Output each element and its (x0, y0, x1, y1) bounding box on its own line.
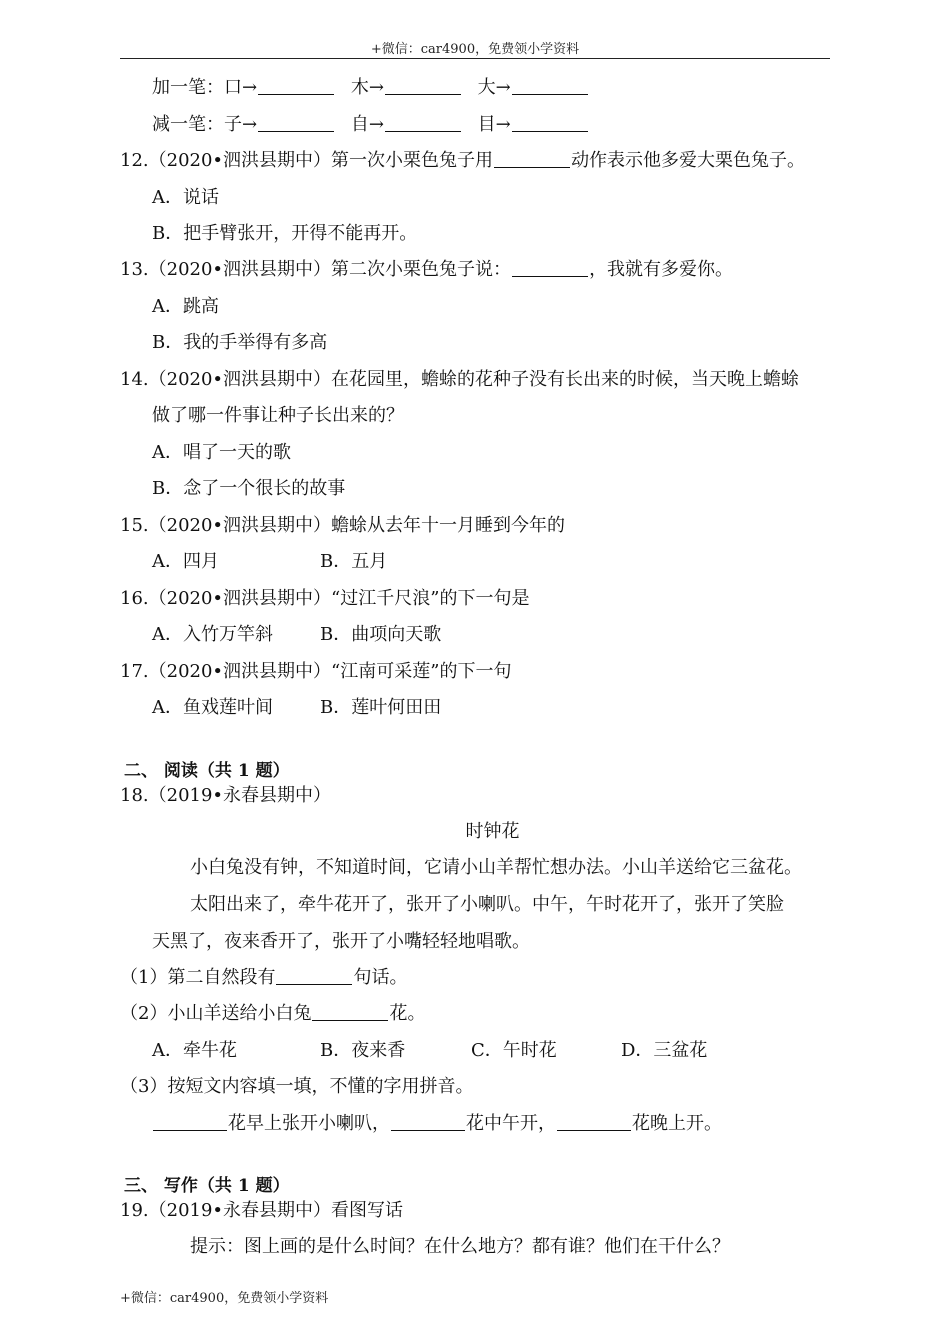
answer-blank[interactable] (512, 258, 588, 277)
option-a[interactable]: A．牵牛花 (152, 1040, 237, 1061)
answer-blank[interactable] (153, 1112, 227, 1131)
question-text: 句话。 (353, 967, 408, 988)
header-divider (120, 58, 830, 59)
answer-blank[interactable] (258, 76, 334, 95)
passage-paragraph: 太阳出来了，牵牛花开了，张开了小喇叭。中午，午时花开了，张开了笑脸 (190, 894, 784, 915)
option-b[interactable]: B．五月 (320, 551, 388, 572)
page-header: +微信：car4900，免费领小学资料 (370, 42, 580, 57)
answer-blank[interactable] (385, 76, 461, 95)
answer-blank[interactable] (258, 113, 334, 132)
sub-question-1 (120, 966, 407, 990)
question-text: 花。 (389, 1003, 426, 1024)
option-d[interactable]: D．三盆花 (621, 1040, 708, 1061)
sub-question-2 (120, 1002, 425, 1026)
option-a[interactable]: A．入竹万竿斜 (152, 624, 273, 645)
stroke-item: 口→ (224, 77, 258, 98)
passage-paragraph: 小白兔没有钟，不知道时间，它请小山羊帮忙想办法。小山羊送给它三盆花。 (190, 857, 802, 878)
option-a[interactable]: A．跳高 (152, 296, 219, 317)
option-a[interactable]: A．鱼戏莲叶间 (152, 697, 273, 718)
option-b[interactable]: B．念了一个很长的故事 (152, 478, 346, 499)
question-text: 13.（2020•泗洪县期中）第二次小栗色兔子说： (120, 259, 512, 280)
sub-stroke-label: 减一笔： (152, 114, 224, 135)
option-a[interactable]: A．四月 (152, 551, 219, 572)
option-c[interactable]: C．午时花 (471, 1040, 557, 1061)
question-16: 16.（2020•泗洪县期中）“过江千尺浪”的下一句是 (120, 588, 530, 609)
passage-title: 时钟花 (465, 821, 520, 842)
stroke-item: 子→ (224, 114, 258, 135)
option-b[interactable]: B．夜来香 (320, 1040, 406, 1061)
add-stroke-line (152, 76, 589, 100)
option-b[interactable]: B．我的手举得有多高 (152, 332, 328, 353)
option-b[interactable]: B．莲叶何田田 (320, 697, 442, 718)
question-text: 花早上张开小喇叭， (228, 1113, 390, 1134)
answer-blank[interactable] (312, 1002, 388, 1021)
question-text: ，我就有多爱你。 (589, 259, 734, 280)
question-12 (120, 149, 805, 173)
question-13 (120, 258, 733, 282)
question-15: 15.（2020•泗洪县期中）蟾蜍从去年十一月睡到今年的 (120, 515, 566, 536)
add-stroke-label: 加一笔： (152, 77, 224, 98)
stroke-item: 大→ (477, 77, 511, 98)
stroke-item: 木→ (350, 77, 384, 98)
section-writing-heading: 三、 写作（共 1 题） (124, 1176, 290, 1196)
sub-stroke-line (152, 113, 589, 137)
answer-blank[interactable] (494, 149, 570, 168)
answer-blank[interactable] (512, 113, 588, 132)
question-17: 17.（2020•泗洪县期中）“江南可采莲”的下一句 (120, 661, 512, 682)
answer-blank[interactable] (512, 76, 588, 95)
question-14: 14.（2020•泗洪县期中）在花园里，蟾蜍的花种子没有长出来的时候，当天晚上蟾蜍 (120, 369, 800, 390)
question-18: 18.（2019•永春县期中） (120, 785, 332, 806)
question-19: 19.（2019•永春县期中）看图写话 (120, 1200, 404, 1221)
question-text: （2）小山羊送给小白兔 (120, 1003, 312, 1024)
option-a[interactable]: A．唱了一天的歌 (152, 442, 291, 463)
question-text: （1）第二自然段有 (120, 967, 276, 988)
sub-question-3: （3）按短文内容填一填，不懂的字用拼音。 (120, 1076, 474, 1097)
stroke-item: 目→ (477, 114, 511, 135)
option-b[interactable]: B．把手臂张开，开得不能再开。 (152, 223, 418, 244)
passage-paragraph: 天黑了，夜来香开了，张开了小嘴轻轻地唱歌。 (152, 931, 530, 952)
page-footer: +微信：car4900，免费领小学资料 (120, 1291, 329, 1306)
option-b[interactable]: B．曲项向天歌 (320, 624, 442, 645)
writing-hint: 提示：图上画的是什么时间？在什么地方？都有谁？他们在干什么？ (190, 1236, 730, 1257)
question-text: 动作表示他多爱大栗色兔子。 (571, 150, 806, 171)
question-14-cont: 做了哪一件事让种子长出来的？ (152, 405, 404, 426)
question-text: 12.（2020•泗洪县期中）第一次小栗色兔子用 (120, 150, 494, 171)
option-a[interactable]: A．说话 (152, 187, 219, 208)
section-reading-heading: 二、 阅读（共 1 题） (124, 761, 290, 781)
fill-in-line (152, 1112, 722, 1136)
answer-blank[interactable] (391, 1112, 465, 1131)
answer-blank[interactable] (557, 1112, 631, 1131)
answer-blank[interactable] (385, 113, 461, 132)
answer-blank[interactable] (276, 966, 352, 985)
question-text: 花中午开， (466, 1113, 556, 1134)
question-text: 花晚上开。 (632, 1113, 722, 1134)
stroke-item: 自→ (350, 114, 384, 135)
